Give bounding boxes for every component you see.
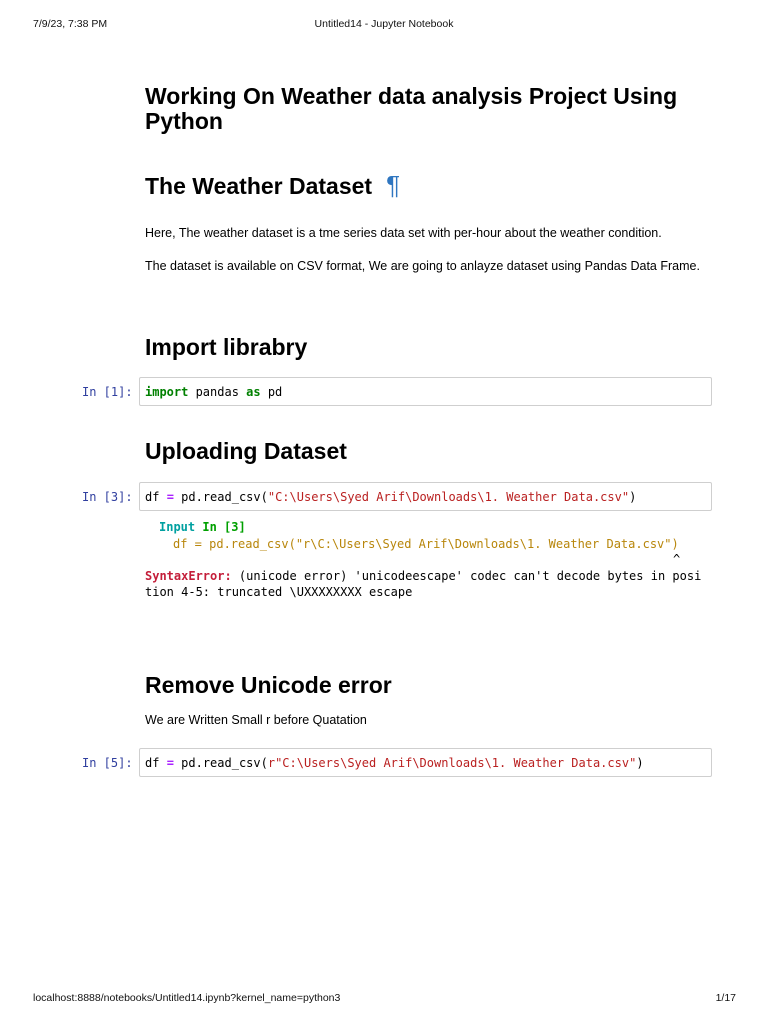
error-input-label: Input	[159, 520, 196, 534]
code-keyword: import	[145, 385, 189, 399]
heading-remove-unicode-error: Remove Unicode error	[145, 672, 392, 698]
anchor-link-icon[interactable]: ¶	[386, 170, 401, 200]
cell-prompt: In [3]:	[82, 490, 133, 504]
code-string: r"C:\Users\Syed Arif\Downloads\1. Weather Data.csv"	[267, 756, 637, 770]
paragraph-unicode-fix: We are Written Small r before Quatation	[145, 713, 367, 727]
code-text: pd.read_csv(	[173, 490, 268, 504]
code-text: )	[629, 490, 637, 504]
paragraph-dataset-format: The dataset is available on CSV format, We are going to anlayze dataset using Pandas Data Frame.	[145, 259, 700, 273]
paragraph-dataset-description: Here, The weather dataset is a tme series data set with per-hour about the weather condition.	[145, 226, 662, 240]
code-line	[145, 490, 636, 504]
error-message-line2: tion 4-5: truncated \UXXXXXXXX escape	[145, 585, 413, 599]
error-input-line	[159, 519, 729, 535]
heading-weather-dataset-text: The Weather Dataset	[145, 173, 373, 199]
code-operator: =	[166, 756, 174, 770]
error-code-text: df = pd.read_csv("r\C:\Users\Syed Arif\Downloads\1. Weather Data.csv")	[173, 537, 679, 551]
code-cell-input[interactable]	[139, 482, 712, 511]
cell-prompt: In [5]:	[82, 756, 133, 770]
print-footer	[0, 992, 768, 1006]
cell-prompt: In [1]:	[82, 385, 133, 399]
code-text: pd	[260, 385, 283, 399]
code-text: pd.read_csv(	[173, 756, 268, 770]
print-page-number: 1/17	[715, 992, 736, 1004]
code-cell-input[interactable]	[139, 377, 712, 406]
code-text: pandas	[188, 385, 247, 399]
error-type: SyntaxError:	[145, 569, 232, 583]
code-line	[145, 756, 644, 770]
print-url: localhost:8888/notebooks/Untitled14.ipynb?kernel_name=python3	[33, 992, 341, 1004]
code-operator: =	[166, 490, 174, 504]
error-caret: ^	[673, 552, 681, 566]
notebook-title: Working On Weather data analysis Project Using Python	[145, 83, 678, 134]
error-code-line	[173, 536, 743, 552]
heading-uploading-dataset: Uploading Dataset	[145, 438, 347, 464]
code-cell-input[interactable]	[139, 748, 712, 777]
heading-import-library: Import librabry	[145, 334, 308, 360]
code-keyword: as	[246, 385, 261, 399]
error-input-ref: In [3]	[202, 520, 246, 534]
code-text: df	[145, 756, 167, 770]
print-datetime: 7/9/23, 7:38 PM	[33, 18, 108, 30]
print-header	[0, 18, 768, 32]
code-text: df	[145, 490, 167, 504]
error-message-line1	[145, 568, 715, 584]
code-text: )	[636, 756, 644, 770]
error-message: (unicode error) 'unicodeescape' codec can't decode bytes in posi	[231, 569, 702, 583]
code-line	[145, 385, 282, 399]
heading-weather-dataset	[145, 172, 400, 199]
print-page-title: Untitled14 - Jupyter Notebook	[314, 18, 454, 30]
code-string: "C:\Users\Syed Arif\Downloads\1. Weather Data.csv"	[267, 490, 630, 504]
